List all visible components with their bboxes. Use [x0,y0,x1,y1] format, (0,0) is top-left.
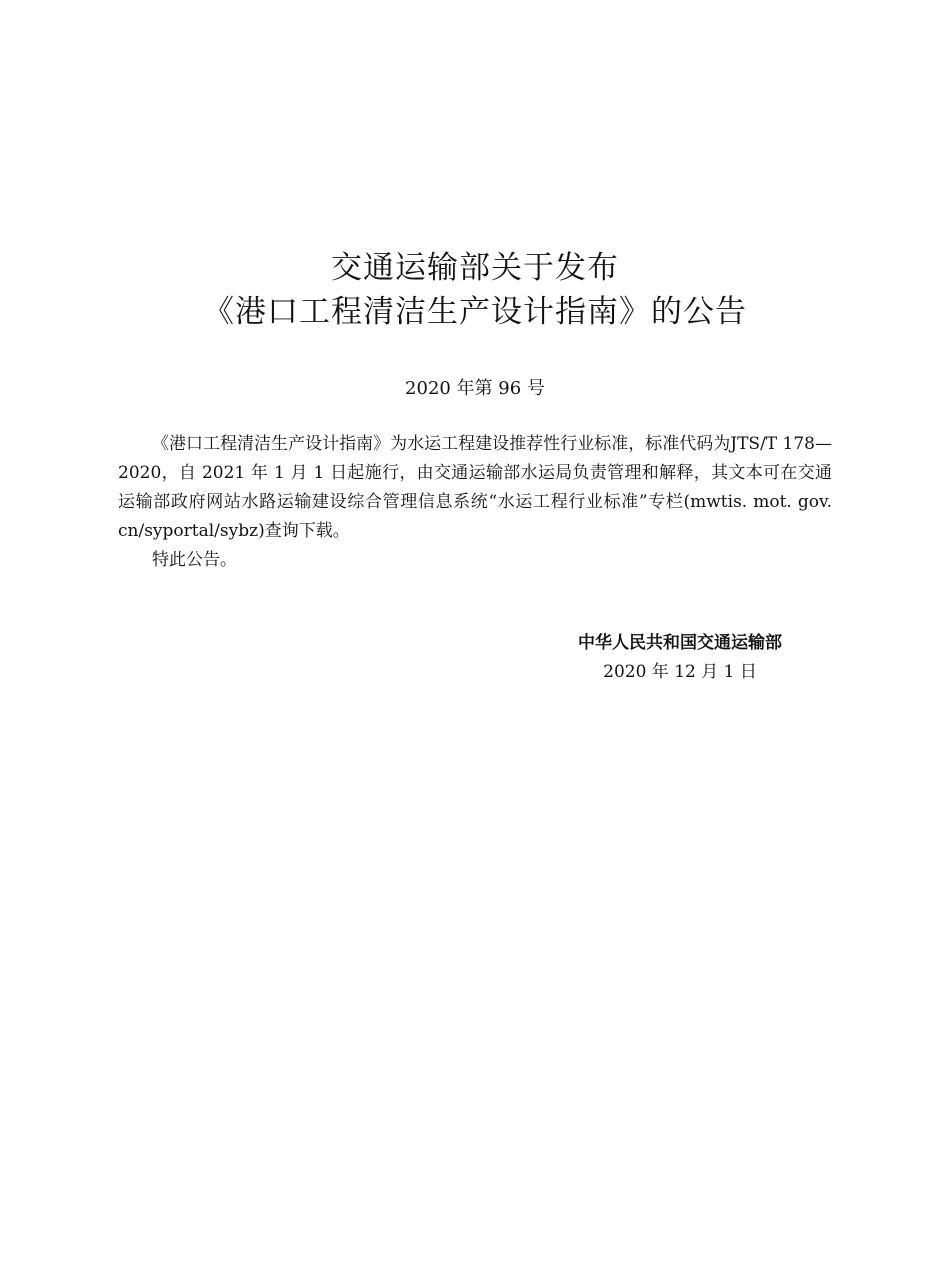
document-number: 2020 年第 96 号 [405,378,545,399]
signature-block [560,629,800,687]
title-line-2: 《港口工程清洁生产设计指南》的公告 [203,294,747,330]
signature-organization: 中华人民共和国交通运输部 [578,633,782,653]
body-paragraph-1: 《港口工程清洁生产设计指南》为水运工程建设推荐性行业标准，标准代码为JTS/T 178—2020，自 2021 年 1 月 1 日起施行，由交通运输部水运局负责管理和解释，其文本可在交通运输部政府网站水路运输建设综合管理信息系统“水运工程行业标准”专栏(mwtis. mot. gov. cn/syportal/sybz)查询下载。 [118,434,832,541]
announcement-body [118,430,832,575]
body-paragraph-2: 特此公告。 [152,550,237,570]
signature-date: 2020 年 12 月 1 日 [603,662,757,682]
title-line-1: 交通运输部关于发布 [331,250,619,286]
